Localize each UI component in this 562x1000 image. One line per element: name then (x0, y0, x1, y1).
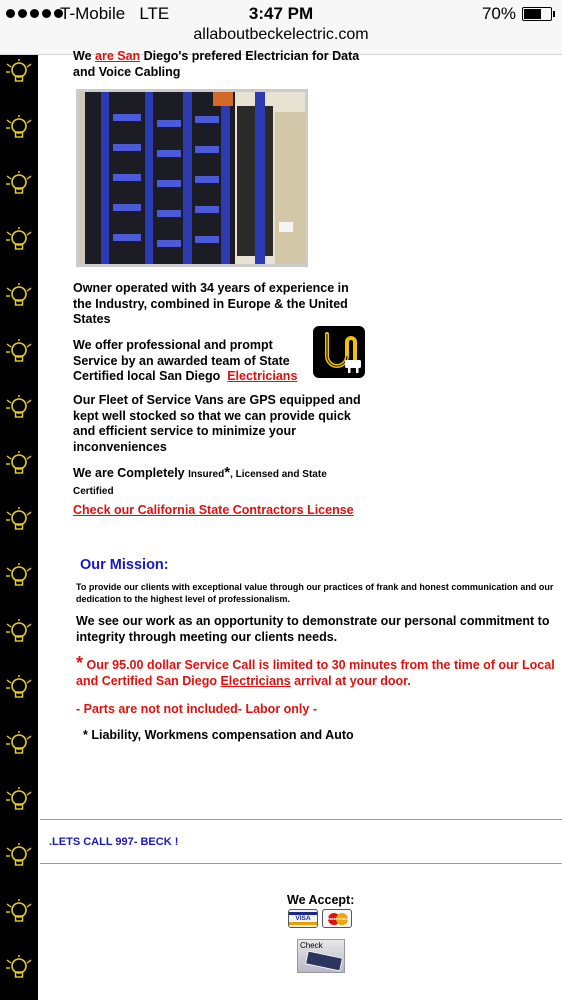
insured-post: , Licensed and State Certified (73, 469, 327, 497)
lightbulb-icon (6, 787, 32, 815)
visa-stripe-bottom (289, 922, 317, 925)
lightbulb-icon (6, 899, 32, 927)
check-payment-icon (297, 939, 345, 973)
parts-note: - Parts are not not included- Labor only - (76, 702, 317, 716)
lightbulb-icon (6, 283, 32, 311)
lightbulb-icon (6, 451, 32, 479)
intro-link[interactable]: are San (95, 49, 141, 63)
lightbulb-strip (0, 55, 38, 1000)
lightbulb-icon (6, 395, 32, 423)
plug-icon (313, 326, 365, 378)
lightbulb-icon (6, 227, 32, 255)
clock: 3:47 PM (248, 4, 314, 23)
license-line (73, 503, 373, 519)
browser-status-bar (0, 0, 562, 55)
lightbulb-icon (6, 171, 32, 199)
experience-text: Owner operated with 34 years of experience in the Industry, combined in Europe & the United States (73, 281, 349, 326)
cabling-rack-image (79, 92, 305, 264)
service-call-post: arrival at your door. (290, 673, 411, 688)
intro-text (73, 49, 363, 80)
license-link[interactable]: Check our California State Contractors License (73, 503, 354, 517)
intro-pre: We (73, 49, 95, 63)
check-label: Check (300, 941, 323, 950)
liability-note: * Liability, Workmens compensation and Auto (83, 728, 354, 742)
divider-bottom (40, 863, 562, 864)
call-to-action: .LETS CALL 997- BECK ! (49, 836, 179, 848)
check-pen-icon (305, 950, 343, 971)
lightbulb-icon (6, 843, 32, 871)
lightbulb-icon (6, 339, 32, 367)
server-rack-photo (76, 89, 308, 267)
lightbulb-icon (6, 619, 32, 647)
network-type: LTE (139, 4, 170, 23)
mission-statement: To provide our clients with exceptional value through our practices of frank and honest communication and our dedication to the highest level of professionalism. (76, 582, 554, 604)
fleet-text: Our Fleet of Service Vans are GPS equipped and kept well stocked so that we can provide quick and efficient service to minimize your inconveniences (73, 393, 361, 454)
visa-card-icon (288, 909, 318, 928)
insured-text (73, 465, 343, 499)
lightbulb-icon (6, 507, 32, 535)
battery-level-fill (524, 9, 541, 19)
plug-logo (313, 326, 365, 378)
insured-word: Insured (188, 469, 225, 480)
commitment-text: We see our work as an opportunity to demonstrate our personal commitment to integrity through meeting our clients needs. (76, 614, 550, 644)
mastercard-card-icon (322, 909, 352, 928)
lightbulb-icon (6, 955, 32, 983)
service-call-electricians-link[interactable]: Electricians (220, 673, 291, 688)
lightbulb-icon (6, 563, 32, 591)
divider-top (40, 819, 562, 820)
main-content (40, 49, 562, 1000)
address-bar-url[interactable]: allaboutbeckelectric.com (193, 26, 369, 43)
service-call-star: * (76, 653, 84, 673)
intro-post: Diego's prefered Electrician for Data and Voice Cabling (73, 49, 360, 79)
battery-percent: 70% (481, 4, 516, 23)
lightbulb-icon (6, 59, 32, 87)
visa-label: VISA (295, 915, 311, 922)
insured-pre: We are Completely (73, 466, 189, 480)
electricians-link[interactable]: Electricians (227, 369, 298, 383)
carrier-name: T-Mobile (60, 4, 126, 23)
mastercard-label: MasterCard (325, 916, 348, 921)
lightbulb-icon (6, 115, 32, 143)
lightbulb-icon (6, 675, 32, 703)
service-body: We offer professional and prompt Service by an awarded team of State Certified local San Diego (73, 338, 290, 383)
mission-title: Our Mission: (80, 557, 169, 573)
lightbulb-icon (6, 731, 32, 759)
we-accept-title: We Accept: (287, 893, 355, 907)
service-call-body: Our 95.00 dollar Service Call is limited to 30 minutes from the time of our Local and Certified San Diego (76, 658, 555, 688)
battery-icon (522, 7, 552, 21)
insured-star: * (224, 464, 231, 481)
service-text (73, 338, 309, 385)
service-call-text (76, 653, 562, 689)
